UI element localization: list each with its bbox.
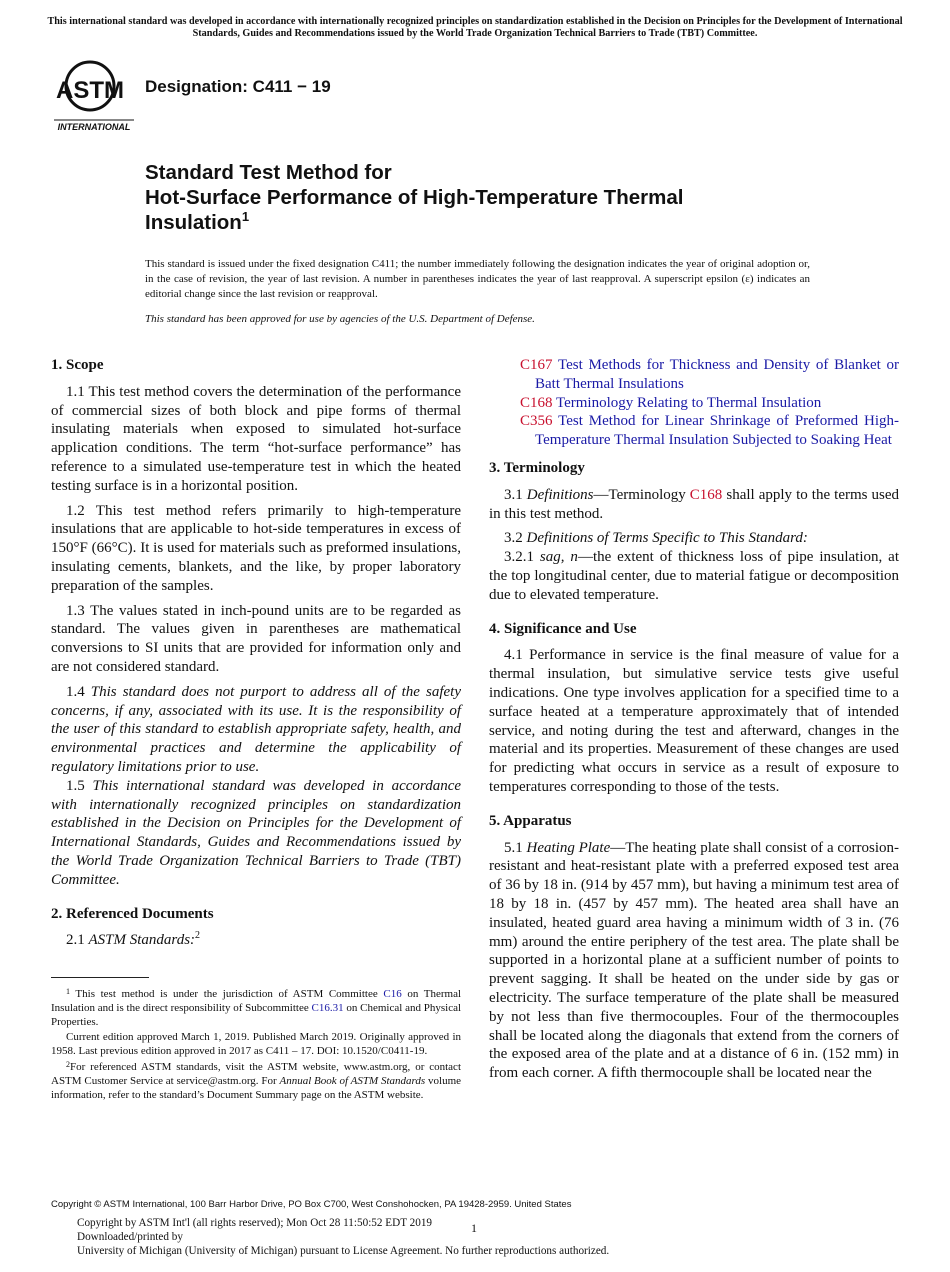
footnote-edition: Current edition approved March 1, 2019. Published March 2019. Originally approved in 1958. Last previous edition approved in 2017 as C411 – 17. DOI: 10.1520/C0411-19. <box>51 1031 461 1058</box>
footnote-2-post: volume information, refer to the standard’s Document Summary page on the ASTM website. <box>51 1074 462 1101</box>
designation: Designation: C411 − 19 <box>145 77 331 96</box>
paragraph-3-1-number: 3.1 <box>504 486 523 503</box>
paragraph-2-1-footnote: 2 <box>195 930 201 942</box>
astm-logo <box>52 56 136 132</box>
document-title <box>145 160 845 235</box>
reference-item[interactable] <box>504 412 899 450</box>
footnote-1-mid: on Thermal Insulation and is the direct responsibility of Subcommittee <box>51 988 462 1014</box>
paragraph-4-1: 4.1 Performance in service is the final measure of value for a thermal insulation, but simulative service tests give useful indications. One type involves application for a specified time to a surface heated at a temperature approximately that of intended service, and noting during the test and afterward, changes in the material and its properties. Measurement of these changes are used for predicting what occurs in service as a result of exposure to temperatures corresponding to those of the tests. <box>489 647 899 795</box>
section-heading-referenced: 2. Referenced Documents <box>51 905 214 922</box>
section-heading-terminology: 3. Terminology <box>489 459 585 476</box>
reference-item[interactable] <box>504 356 899 394</box>
paragraph-3-1-term: Definitions <box>526 486 594 503</box>
section-heading-scope: 1. Scope <box>51 357 104 373</box>
copyright-line: Copyright © ASTM International, 100 Barr Harbor Drive, PO Box C700, West Conshohocken, PA 19428-2959. United States <box>51 1199 572 1210</box>
reference-title[interactable]: Test Methods for Thickness and Density of Blanket or Batt Thermal Insulations <box>535 357 899 392</box>
title-line-2: Hot-Surface Performance of High-Temperature Thermal <box>145 186 684 209</box>
paragraph-1-5 <box>51 777 461 890</box>
title-footnote-marker: 1 <box>241 209 250 224</box>
reference-item[interactable] <box>504 394 899 413</box>
paragraph-3-2-1-term: sag, n <box>539 549 578 566</box>
download-line-3: University of Michigan (University of Michigan) pursuant to License Agreement. No further reproductions authorized. <box>77 1245 610 1257</box>
paragraph-5-1-text: —The heating plate shall consist of a corrosion-resistant and heat-resistant plate with a preferred exposed test area of 36 by 18 in. (914 by 457 mm), but having a minimum test area of 18 by 18 in. (457 by 457 mm). The heated area shall have an insulated, heated guard area having a minimum width of 3 in. (76 mm) around the entire periphery of the test area. The plate shall be supported in a horizontal plane at a sufficient number of points to prevent sagging. It shall be heated on the under side by gas or electricity. The surface temperature of the plate shall be measured by not less than five thermocouples. Four of the thermocouples shall be located along the diagonals that extend from the corners of the exposed area of the plate and at a distance of 6 in. (152 mm) in from each corner. A fifth thermocouple shall be located near the <box>489 839 900 1082</box>
paragraph-3-2-number: 3.2 <box>504 530 523 547</box>
left-column <box>51 356 461 956</box>
footnote-1-marker: 1 <box>66 987 70 996</box>
paragraph-1-4-text: This standard does not purport to address all of the safety concerns, if any, associated with its use. It is the responsibility of the user of this standard to establish appropriate safety, health, and environmental practices and determine the applicability of regulatory limitations prior to use. <box>51 683 461 775</box>
footnote-2-pre: For referenced ASTM standards, visit the ASTM website, www.astm.org, or contact ASTM Customer Service at service@astm.org. For <box>51 1060 461 1087</box>
committee-link-c16[interactable]: C16 <box>383 988 402 1000</box>
paragraph-1-4 <box>51 683 461 777</box>
reference-title[interactable]: Test Method for Linear Shrinkage of Preformed High-Temperature Thermal Insulation Subjected to Soaking Heat <box>535 413 899 449</box>
title-line-3-text: Insulation <box>145 211 242 234</box>
right-column <box>489 356 899 1089</box>
download-line-2: Downloaded/printed by <box>77 1231 183 1243</box>
subcommittee-link-c16-31[interactable]: C16.31 <box>311 1001 344 1014</box>
download-info <box>77 1216 877 1258</box>
logo-subtext: INTERNATIONAL <box>57 122 131 132</box>
footnote-1-post: on Chemical and Physical Properties. <box>51 1001 462 1028</box>
paragraph-5-1-term: Heating Plate <box>526 839 611 856</box>
issue-note: This standard is issued under the fixed designation C411; the number immediately following the designation indicates the year of original adoption or, in the case of revision, the year of last revision. A number in parentheses indicates the year of last reapproval. A superscript epsilon (ε) indicates an editorial change since the last revision or reapproval. <box>145 258 810 300</box>
reference-code[interactable]: C168 <box>520 394 553 411</box>
paragraph-1-5-text: This international standard was developed in accordance with internationally recognized principles on standardization established in the Decision on Principles for the Development of International Standards, Guides and Recommendations issued by the World Trade Organization Technical Barriers to Trade (TBT) Committee. <box>51 777 462 888</box>
paragraph-1-3: 1.3 The values stated in inch-pound units are to be regarded as standard. The values given in parentheses are mathematical conversions to SI units that are provided for information only and are not considered standard. <box>51 602 461 675</box>
paragraph-3-1-pre: —Terminology <box>593 486 686 503</box>
paragraph-1-5-number: 1.5 <box>66 777 85 794</box>
paragraph-1-1: 1.1 This test method covers the determination of the performance of commercial sizes of both block and pipe forms of thermal insulating materials when exposed to simulated hot-surface application conditions. The term “hot-surface performance” has reference to a simulated use-temperature test in which the heated testing surface is in a horizontal position. <box>51 383 461 494</box>
footnote-2-marker: 2 <box>66 1059 70 1069</box>
approval-note: This standard has been approved for use by agencies of the U.S. Department of Defense. <box>145 313 535 325</box>
paragraph-2-1-text: ASTM Standards: <box>88 932 196 949</box>
paragraph-1-2: 1.2 This test method refers primarily to high-temperature insulations that are applicable to hot-side temperatures in excess of 150°F (66°C). It is used for materials such as preformed insulations, insulating cements, blankets, and the like, by proper laboratory preparation of the samples. <box>51 502 461 594</box>
logo-text: ASTM <box>56 77 124 104</box>
footnote-2-italic: Annual Book of ASTM Standards <box>279 1074 426 1087</box>
paragraph-2-1-number: 2.1 <box>66 932 85 949</box>
paragraph-3-2-1-text: —the extent of thickness loss of pipe insulation, at the top longitudinal center, due to material fatigue or decomposition due to elevated temperature. <box>489 549 899 603</box>
paragraph-2-1 <box>51 931 461 950</box>
footnotes <box>51 988 461 1104</box>
footnote-divider <box>51 977 149 978</box>
reference-code[interactable]: C356 <box>520 413 553 430</box>
section-heading-apparatus: 5. Apparatus <box>489 812 572 829</box>
paragraph-5-1-number: 5.1 <box>504 839 523 856</box>
page-number: 1 <box>471 1221 477 1235</box>
reference-title[interactable]: Terminology Relating to Thermal Insulation <box>556 394 822 411</box>
paragraph-3-1 <box>489 486 899 524</box>
title-line-1: Standard Test Method for <box>145 161 392 184</box>
paragraph-3-2 <box>489 529 899 548</box>
paragraph-3-1-post: shall apply to the terms used in this test method. <box>489 486 900 522</box>
terminology-link-c168[interactable]: C168 <box>689 486 723 503</box>
footnote-1-pre: This test method is under the jurisdiction of ASTM Committee <box>75 988 378 1000</box>
title-line-3 <box>145 210 845 235</box>
paragraph-3-2-1 <box>489 548 899 604</box>
download-line-1: Copyright by ASTM Int'l (all rights reserved); Mon Oct 28 11:50:52 EDT 2019 <box>77 1217 433 1229</box>
paragraph-1-4-number: 1.4 <box>66 683 85 700</box>
paragraph-3-2-text: Definitions of Terms Specific to This Standard: <box>526 530 808 547</box>
footnote-2 <box>51 1061 461 1102</box>
footnote-1 <box>51 988 461 1029</box>
paragraph-5-1 <box>489 839 899 1083</box>
section-heading-significance: 4. Significance and Use <box>489 620 637 637</box>
reference-code[interactable]: C167 <box>520 357 553 373</box>
paragraph-3-2-1-number: 3.2.1 <box>504 549 534 566</box>
top-notice: This international standard was developed in accordance with internationally recognized principles on standardization established in the Decision on Principles for the Development of International Standards, Guides and Recommendations issued by the World Trade Organization Technical Barriers to Trade (TBT) Committee. <box>47 16 903 39</box>
